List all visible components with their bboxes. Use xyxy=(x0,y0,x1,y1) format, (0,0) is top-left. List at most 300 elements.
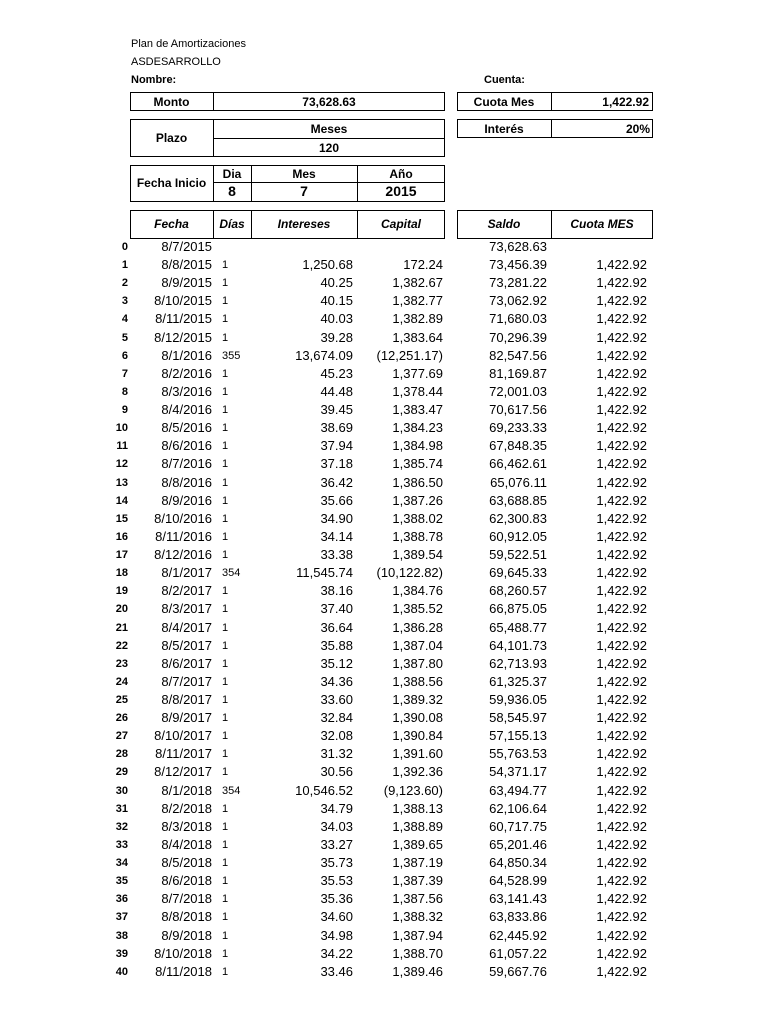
row-capital: 1,390.08 xyxy=(392,710,443,726)
row-saldo: 64,101.73 xyxy=(489,637,547,653)
row-capital: 1,382.89 xyxy=(392,311,443,327)
row-dias: 1 xyxy=(222,712,229,725)
table-row xyxy=(0,672,768,690)
mes-label: Mes xyxy=(292,167,316,181)
row-fecha: 8/12/2015 xyxy=(154,329,212,345)
row-cuota: 1,422.92 xyxy=(596,275,647,291)
row-capital: 1,387.26 xyxy=(392,492,443,508)
row-capital: 1,388.70 xyxy=(392,945,443,961)
row-saldo: 73,456.39 xyxy=(489,257,547,273)
row-fecha: 8/3/2016 xyxy=(161,383,212,399)
table-row xyxy=(0,436,768,454)
table-row xyxy=(0,708,768,726)
row-capital: 1,377.69 xyxy=(392,365,443,381)
row-fecha: 8/9/2015 xyxy=(161,275,212,291)
row-capital: 1,387.56 xyxy=(392,891,443,907)
row-cuota: 1,422.92 xyxy=(596,438,647,454)
dia-value: 8 xyxy=(228,183,236,199)
row-saldo: 64,850.34 xyxy=(489,855,547,871)
table-row xyxy=(0,273,768,291)
row-cuota: 1,422.92 xyxy=(596,528,647,544)
row-dias: 1 xyxy=(222,585,229,598)
row-number: 4 xyxy=(121,313,128,326)
row-number: 11 xyxy=(116,440,128,453)
document-title: Plan de Amortizaciones xyxy=(131,38,246,50)
row-saldo: 62,713.93 xyxy=(489,655,547,671)
row-cuota: 1,422.92 xyxy=(596,782,647,798)
table-row xyxy=(0,328,768,346)
row-dias: 1 xyxy=(222,838,229,851)
row-cuota: 1,422.92 xyxy=(596,565,647,581)
row-capital: 1,385.74 xyxy=(392,456,443,472)
row-number: 20 xyxy=(115,603,128,616)
table-row xyxy=(0,944,768,962)
row-intereses: 13,674.09 xyxy=(295,347,353,363)
company-name: ASDESARROLLO xyxy=(131,56,221,68)
row-intereses: 34.14 xyxy=(320,528,353,544)
table-row xyxy=(0,599,768,617)
row-number: 34 xyxy=(115,857,128,870)
row-fecha: 8/9/2016 xyxy=(161,492,212,508)
row-dias: 1 xyxy=(222,458,229,471)
row-fecha: 8/1/2016 xyxy=(161,347,212,363)
row-cuota: 1,422.92 xyxy=(596,855,647,871)
row-dias: 1 xyxy=(222,476,229,489)
row-cuota: 1,422.92 xyxy=(596,692,647,707)
row-saldo: 57,155.13 xyxy=(489,728,547,744)
row-intereses: 30.56 xyxy=(320,764,353,780)
table-row xyxy=(0,400,768,418)
row-saldo: 65,488.77 xyxy=(489,619,547,635)
header-intereses: Intereses xyxy=(277,217,331,231)
row-intereses: 35.12 xyxy=(320,655,353,671)
row-number: 7 xyxy=(121,367,128,380)
row-cuota: 1,422.92 xyxy=(596,257,647,273)
row-capital: 1,388.32 xyxy=(392,909,443,925)
row-saldo: 62,445.92 xyxy=(489,927,547,943)
row-number: 6 xyxy=(121,349,128,362)
row-fecha: 8/10/2018 xyxy=(154,945,212,961)
row-intereses: 34.90 xyxy=(320,510,353,526)
row-capital: 1,389.54 xyxy=(392,547,443,563)
row-number: 9 xyxy=(121,404,128,417)
row-capital: 1,384.76 xyxy=(392,583,443,599)
row-number: 36 xyxy=(115,893,128,906)
row-saldo: 61,057.22 xyxy=(489,945,547,961)
row-intereses: 40.15 xyxy=(320,293,353,309)
row-saldo: 71,680.03 xyxy=(489,311,547,327)
row-number: 10 xyxy=(115,422,128,435)
row-number: 30 xyxy=(115,784,128,797)
row-capital: 1,388.13 xyxy=(392,800,443,816)
row-dias: 1 xyxy=(222,965,229,978)
row-dias: 1 xyxy=(222,802,229,815)
row-cuota: 1,422.92 xyxy=(596,836,647,852)
row-fecha: 8/7/2015 xyxy=(161,239,212,254)
dia-label: Dia xyxy=(222,167,242,181)
row-saldo: 64,528.99 xyxy=(489,873,547,889)
row-number: 29 xyxy=(115,766,128,779)
row-saldo: 55,763.53 xyxy=(489,746,547,762)
row-cuota: 1,422.92 xyxy=(596,710,647,726)
row-cuota: 1,422.92 xyxy=(596,945,647,961)
row-dias: 1 xyxy=(222,947,229,960)
row-number: 27 xyxy=(115,730,128,743)
row-capital: 1,385.52 xyxy=(392,601,443,617)
row-dias: 1 xyxy=(222,875,229,888)
row-intereses: 38.16 xyxy=(320,583,353,599)
row-fecha: 8/12/2017 xyxy=(154,764,212,780)
row-number: 12 xyxy=(115,458,128,471)
row-fecha: 8/7/2016 xyxy=(161,456,212,472)
row-cuota: 1,422.92 xyxy=(596,963,647,979)
row-saldo: 63,141.43 xyxy=(489,891,547,907)
row-saldo: 65,201.46 xyxy=(489,836,547,852)
row-number: 2 xyxy=(121,277,128,290)
row-number: 1 xyxy=(121,259,128,272)
row-dias: 1 xyxy=(222,820,229,833)
row-cuota: 1,422.92 xyxy=(596,474,647,490)
row-saldo: 62,106.64 xyxy=(489,800,547,816)
row-fecha: 8/8/2017 xyxy=(161,692,212,707)
table-row xyxy=(0,618,768,636)
row-capital: 1,386.50 xyxy=(392,474,443,490)
row-fecha: 8/5/2018 xyxy=(161,855,212,871)
table-row xyxy=(0,926,768,944)
row-saldo: 69,233.33 xyxy=(489,420,547,436)
row-dias: 1 xyxy=(222,530,229,543)
table-row xyxy=(0,962,768,980)
row-dias: 1 xyxy=(222,331,229,344)
row-fecha: 8/8/2018 xyxy=(161,909,212,925)
table-row xyxy=(0,853,768,871)
row-fecha: 8/4/2016 xyxy=(161,402,212,418)
row-saldo: 61,325.37 xyxy=(489,673,547,689)
row-capital: 1,388.78 xyxy=(392,528,443,544)
row-dias: 1 xyxy=(222,675,229,688)
row-saldo: 63,833.86 xyxy=(489,909,547,925)
table-row xyxy=(0,382,768,400)
row-fecha: 8/1/2018 xyxy=(161,782,212,798)
header-cuota-mes: Cuota MES xyxy=(570,217,634,231)
row-cuota: 1,422.92 xyxy=(596,619,647,635)
row-dias: 354 xyxy=(222,784,241,797)
cuota-mes-label: Cuota Mes xyxy=(473,95,535,109)
row-fecha: 8/10/2016 xyxy=(154,510,212,526)
row-number: 17 xyxy=(115,549,128,562)
row-saldo: 62,300.83 xyxy=(489,510,547,526)
row-cuota: 1,422.92 xyxy=(596,800,647,816)
row-intereses: 37.94 xyxy=(320,438,353,454)
row-number: 28 xyxy=(115,748,128,761)
row-capital: 1,388.02 xyxy=(392,510,443,526)
row-number: 0 xyxy=(121,241,128,253)
interes-label: Interés xyxy=(484,122,524,136)
row-capital: 1,387.80 xyxy=(392,655,443,671)
row-intereses: 31.32 xyxy=(320,746,353,762)
row-intereses: 11,545.74 xyxy=(296,565,353,581)
row-cuota: 1,422.92 xyxy=(596,347,647,363)
row-capital: 1,383.64 xyxy=(392,329,443,345)
row-number: 3 xyxy=(121,295,128,308)
row-fecha: 8/9/2018 xyxy=(161,927,212,943)
row-intereses: 38.69 xyxy=(320,420,353,436)
row-intereses: 34.22 xyxy=(320,945,353,961)
row-cuota: 1,422.92 xyxy=(596,293,647,309)
table-row xyxy=(0,309,768,327)
row-fecha: 8/2/2016 xyxy=(161,365,212,381)
row-dias: 1 xyxy=(222,657,229,670)
row-capital: 1,387.94 xyxy=(392,927,443,943)
row-saldo: 73,628.63 xyxy=(489,239,547,254)
row-dias: 1 xyxy=(222,277,229,290)
row-saldo: 66,462.61 xyxy=(489,456,547,472)
cuenta-label: Cuenta: xyxy=(484,74,525,86)
row-fecha: 8/6/2018 xyxy=(161,873,212,889)
row-cuota: 1,422.92 xyxy=(596,637,647,653)
row-dias: 1 xyxy=(222,911,229,924)
row-capital: 1,387.04 xyxy=(392,637,443,653)
row-capital: 1,390.84 xyxy=(392,728,443,744)
row-fecha: 8/12/2016 xyxy=(154,547,212,563)
table-row xyxy=(0,473,768,491)
row-saldo: 59,667.76 xyxy=(489,963,547,979)
row-saldo: 73,281.22 xyxy=(489,275,547,291)
row-dias: 355 xyxy=(222,349,241,362)
row-dias: 1 xyxy=(222,639,229,652)
row-dias: 354 xyxy=(222,567,241,580)
table-row xyxy=(0,491,768,509)
table-row xyxy=(0,871,768,889)
meses-label: Meses xyxy=(310,122,348,136)
row-intereses: 39.28 xyxy=(320,329,353,345)
cuota-mes-value: 1,422.92 xyxy=(602,95,649,109)
row-number: 38 xyxy=(115,929,128,942)
row-number: 19 xyxy=(115,585,128,598)
row-saldo: 63,688.85 xyxy=(489,492,547,508)
table-row xyxy=(0,563,768,581)
row-intereses: 40.03 xyxy=(320,311,353,327)
row-capital: 1,389.46 xyxy=(392,963,443,979)
row-fecha: 8/5/2016 xyxy=(161,420,212,436)
table-row xyxy=(0,726,768,744)
row-capital: 1,392.36 xyxy=(392,764,443,780)
row-number: 39 xyxy=(115,947,128,960)
row-dias: 1 xyxy=(222,694,229,706)
row-intereses: 37.40 xyxy=(320,601,353,617)
row-dias: 1 xyxy=(222,440,229,453)
table-row xyxy=(0,237,768,255)
row-dias: 1 xyxy=(222,549,229,562)
row-cuota: 1,422.92 xyxy=(596,891,647,907)
row-intereses: 34.98 xyxy=(320,927,353,943)
row-dias: 1 xyxy=(222,259,229,272)
row-saldo: 58,545.97 xyxy=(489,710,547,726)
row-intereses: 40.25 xyxy=(320,275,353,291)
row-number: 24 xyxy=(115,675,128,688)
row-capital: 1,387.19 xyxy=(392,855,443,871)
row-intereses: 35.73 xyxy=(320,855,353,871)
row-intereses: 34.79 xyxy=(320,800,353,816)
row-number: 21 xyxy=(115,621,128,634)
table-row xyxy=(0,889,768,907)
header-fecha: Fecha xyxy=(154,217,189,231)
row-number: 16 xyxy=(115,530,128,543)
row-capital: 1,388.89 xyxy=(392,818,443,834)
nombre-label: Nombre: xyxy=(131,74,177,86)
row-intereses: 34.60 xyxy=(320,909,353,925)
row-fecha: 8/2/2017 xyxy=(161,583,212,599)
row-capital: 1,387.39 xyxy=(392,873,443,889)
row-dias: 1 xyxy=(222,385,229,398)
row-number: 40 xyxy=(115,965,128,978)
row-cuota: 1,422.92 xyxy=(596,764,647,780)
row-cuota: 1,422.92 xyxy=(596,583,647,599)
row-intereses: 35.66 xyxy=(320,492,353,508)
table-row xyxy=(0,364,768,382)
table-row xyxy=(0,527,768,545)
table-row xyxy=(0,636,768,654)
row-fecha: 8/3/2017 xyxy=(161,601,212,617)
row-dias: 1 xyxy=(222,295,229,308)
row-dias: 1 xyxy=(222,313,229,326)
table-row xyxy=(0,418,768,436)
monto-value: 73,628.63 xyxy=(302,95,356,109)
row-fecha: 8/6/2016 xyxy=(161,438,212,454)
row-intereses: 10,546.52 xyxy=(295,782,353,798)
row-dias: 1 xyxy=(222,603,229,616)
table-row xyxy=(0,817,768,835)
row-intereses: 44.48 xyxy=(320,383,353,399)
row-cuota: 1,422.92 xyxy=(596,547,647,563)
row-dias: 1 xyxy=(222,893,229,906)
row-number: 32 xyxy=(115,820,128,833)
row-fecha: 8/11/2015 xyxy=(155,311,212,327)
row-cuota: 1,422.92 xyxy=(596,365,647,381)
row-capital: 1,389.32 xyxy=(392,692,443,707)
row-fecha: 8/11/2016 xyxy=(155,528,212,544)
row-saldo: 68,260.57 xyxy=(489,583,547,599)
row-capital: 1,386.28 xyxy=(392,619,443,635)
row-fecha: 8/2/2018 xyxy=(161,800,212,816)
meses-value: 120 xyxy=(318,141,340,155)
row-saldo: 70,296.39 xyxy=(489,329,547,345)
row-cuota: 1,422.92 xyxy=(596,601,647,617)
row-fecha: 8/10/2017 xyxy=(154,728,212,744)
row-cuota: 1,422.92 xyxy=(596,510,647,526)
row-intereses: 33.60 xyxy=(320,692,353,707)
row-cuota: 1,422.92 xyxy=(596,927,647,943)
row-cuota: 1,422.92 xyxy=(596,909,647,925)
table-row xyxy=(0,690,768,708)
row-dias: 1 xyxy=(222,857,229,870)
table-row xyxy=(0,799,768,817)
row-number: 33 xyxy=(115,838,128,851)
row-intereses: 34.36 xyxy=(320,673,353,689)
fecha-inicio-label: Fecha Inicio xyxy=(136,176,207,190)
row-cuota: 1,422.92 xyxy=(596,402,647,418)
row-capital: (12,251.17) xyxy=(376,347,443,363)
row-number: 14 xyxy=(115,494,128,507)
row-fecha: 8/4/2017 xyxy=(161,619,212,635)
row-saldo: 81,169.87 xyxy=(489,365,547,381)
row-fecha: 8/1/2017 xyxy=(161,565,212,581)
row-dias: 1 xyxy=(222,929,229,942)
row-fecha: 8/7/2018 xyxy=(161,891,212,907)
row-saldo: 59,936.05 xyxy=(489,692,547,707)
row-cuota: 1,422.92 xyxy=(596,728,647,744)
table-row xyxy=(0,509,768,527)
row-cuota: 1,422.92 xyxy=(596,655,647,671)
row-fecha: 8/7/2017 xyxy=(161,673,212,689)
row-saldo: 70,617.56 xyxy=(489,402,547,418)
table-row xyxy=(0,762,768,780)
row-capital: 1,391.60 xyxy=(392,746,443,762)
row-intereses: 45.23 xyxy=(320,365,353,381)
row-dias: 1 xyxy=(222,422,229,435)
row-dias: 1 xyxy=(222,766,229,779)
row-fecha: 8/11/2017 xyxy=(155,746,212,762)
row-intereses: 36.64 xyxy=(320,619,353,635)
row-saldo: 60,717.75 xyxy=(489,818,547,834)
row-cuota: 1,422.92 xyxy=(596,873,647,889)
row-cuota: 1,422.92 xyxy=(596,673,647,689)
row-number: 15 xyxy=(115,512,128,525)
row-dias: 1 xyxy=(222,404,229,417)
row-fecha: 8/11/2018 xyxy=(155,963,212,979)
row-capital: 1,382.77 xyxy=(392,293,443,309)
row-number: 23 xyxy=(115,657,128,670)
row-saldo: 60,912.05 xyxy=(489,528,547,544)
row-intereses: 32.84 xyxy=(320,710,353,726)
row-saldo: 67,848.35 xyxy=(489,438,547,454)
row-number: 8 xyxy=(121,385,128,398)
row-intereses: 1,250.68 xyxy=(302,257,353,273)
row-number: 25 xyxy=(115,694,128,706)
row-capital: 1,383.47 xyxy=(392,402,443,418)
row-capital: 1,384.23 xyxy=(392,420,443,436)
row-intereses: 33.46 xyxy=(320,963,353,979)
table-row xyxy=(0,744,768,762)
row-number: 13 xyxy=(115,476,128,489)
table-row xyxy=(0,255,768,273)
row-fecha: 8/8/2016 xyxy=(161,474,212,490)
row-dias: 1 xyxy=(222,367,229,380)
row-saldo: 82,547.56 xyxy=(489,347,547,363)
row-intereses: 35.53 xyxy=(320,873,353,889)
row-capital: 1,389.65 xyxy=(392,836,443,852)
row-number: 5 xyxy=(121,331,128,344)
row-fecha: 8/5/2017 xyxy=(161,637,212,653)
row-fecha: 8/6/2017 xyxy=(161,655,212,671)
table-row xyxy=(0,454,768,472)
row-saldo: 54,371.17 xyxy=(489,764,547,780)
row-dias: 1 xyxy=(222,730,229,743)
row-cuota: 1,422.92 xyxy=(596,492,647,508)
interes-value: 20% xyxy=(625,122,650,136)
row-dias: 1 xyxy=(222,621,229,634)
row-cuota: 1,422.92 xyxy=(596,311,647,327)
row-capital: 1,388.56 xyxy=(392,673,443,689)
row-number: 18 xyxy=(115,567,128,580)
row-intereses: 33.38 xyxy=(320,547,353,563)
row-intereses: 35.36 xyxy=(320,891,353,907)
table-row xyxy=(0,654,768,672)
row-intereses: 32.08 xyxy=(320,728,353,744)
row-fecha: 8/9/2017 xyxy=(161,710,212,726)
row-dias: 1 xyxy=(222,748,229,761)
row-cuota: 1,422.92 xyxy=(596,329,647,345)
